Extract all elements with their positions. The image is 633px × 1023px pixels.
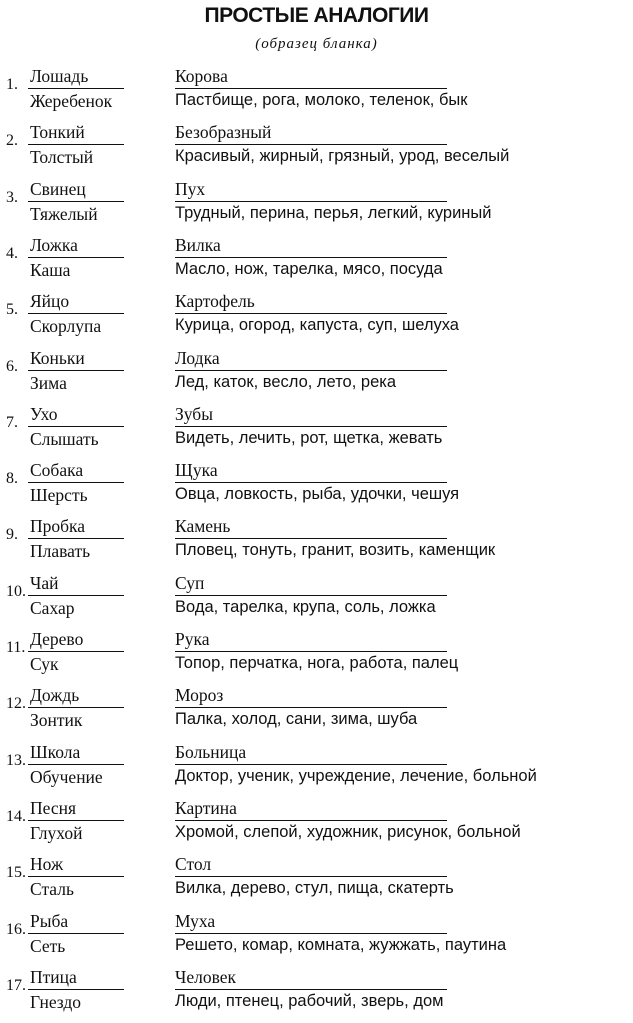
pair-word-bottom: Сахар xyxy=(30,597,75,618)
target-word: Зубы xyxy=(175,403,213,424)
analogy-item xyxy=(0,122,633,178)
item-number: 13. xyxy=(6,751,26,769)
analogy-item xyxy=(0,911,633,967)
pair-word-bottom: Слышать xyxy=(30,428,99,449)
analogy-item xyxy=(0,967,633,1023)
answer-options: Вода, тарелка, крупа, соль, ложка xyxy=(175,597,436,616)
pair-underline xyxy=(28,595,124,596)
target-word: Картофель xyxy=(175,291,255,312)
target-underline xyxy=(175,933,447,934)
item-number: 3. xyxy=(6,188,18,206)
target-word: Пух xyxy=(175,178,206,199)
pair-word-top: Дерево xyxy=(30,629,84,649)
pair-underline xyxy=(28,989,124,990)
analogy-item xyxy=(0,66,633,122)
target-word: Корова xyxy=(175,66,228,86)
target-underline xyxy=(175,313,447,314)
analogy-item xyxy=(0,404,633,460)
analogy-item xyxy=(0,235,633,291)
pair-word-top: Ухо xyxy=(30,403,58,424)
analogy-item xyxy=(0,685,633,741)
answer-options: Люди, птенец, рабочий, зверь, дом xyxy=(175,991,444,1010)
answer-options: Масло, нож, тарелка, мясо, посуда xyxy=(175,259,443,278)
item-number: 6. xyxy=(6,357,18,375)
item-number: 8. xyxy=(6,470,18,488)
analogy-item xyxy=(0,516,633,572)
pair-word-bottom: Гнездо xyxy=(30,991,82,1012)
target-word: Рука xyxy=(175,629,210,649)
answer-options: Палка, холод, сани, зима, шуба xyxy=(175,710,418,729)
target-underline xyxy=(175,989,447,990)
target-underline xyxy=(175,426,447,427)
pair-underline xyxy=(28,88,124,89)
pair-word-bottom: Шерсть xyxy=(30,485,88,506)
item-number: 17. xyxy=(6,976,26,994)
answer-options: Топор, перчатка, нога, работа, палец xyxy=(175,654,459,672)
pair-underline xyxy=(28,313,124,314)
target-underline xyxy=(175,764,447,765)
pair-word-top: Птица xyxy=(30,966,77,987)
item-number: 5. xyxy=(6,301,18,319)
item-number: 7. xyxy=(6,413,18,431)
target-word: Суп xyxy=(175,572,205,593)
item-number: 16. xyxy=(6,920,26,938)
item-number: 2. xyxy=(6,132,18,150)
target-underline xyxy=(175,651,447,652)
answer-options: Вилка, дерево, стул, пища, скатерть xyxy=(175,879,454,898)
item-number: 12. xyxy=(6,695,26,713)
pair-word-bottom: Сеть xyxy=(30,935,66,956)
analogy-item xyxy=(0,629,633,685)
target-word: Безобразный xyxy=(175,122,272,143)
pair-word-top: Рыба xyxy=(30,910,69,931)
pair-word-top: Свинец xyxy=(30,178,86,199)
pair-underline xyxy=(28,707,124,708)
target-underline xyxy=(175,595,447,596)
pair-word-top: Песня xyxy=(30,797,77,818)
pair-word-top: Яйцо xyxy=(30,291,70,312)
target-word: Лодка xyxy=(175,347,220,368)
pair-word-top: Нож xyxy=(30,854,64,875)
answer-options: Хромой, слепой, художник, рисунок, больной xyxy=(175,822,521,841)
analogy-item xyxy=(0,460,633,516)
target-underline xyxy=(175,707,447,708)
item-number: 14. xyxy=(6,807,26,825)
pair-underline xyxy=(28,933,124,934)
item-number: 4. xyxy=(6,244,18,262)
target-word: Стол xyxy=(175,854,212,875)
pair-underline xyxy=(28,651,124,652)
answer-options: Доктор, ученик, учреждение, лечение, больной xyxy=(175,766,537,785)
answer-options: Решето, комар, комната, жужжать, паутина xyxy=(175,935,507,954)
target-word: Мороз xyxy=(175,685,224,706)
target-word: Больница xyxy=(175,741,247,762)
page-title: ПРОСТЫЕ АНАЛОГИИ xyxy=(204,4,429,27)
pair-word-top: Дождь xyxy=(30,685,80,706)
pair-word-bottom: Каша xyxy=(30,259,71,280)
analogy-item xyxy=(0,179,633,235)
pair-underline xyxy=(28,482,124,483)
pair-word-top: Собака xyxy=(30,460,84,481)
pair-underline xyxy=(28,370,124,371)
answer-options: Овца, ловкость, рыба, удочки, чешуя xyxy=(175,485,460,504)
pair-word-bottom: Зима xyxy=(30,372,67,393)
target-underline xyxy=(175,538,447,539)
pair-underline xyxy=(28,257,124,258)
target-word: Вилка xyxy=(175,234,221,255)
analogy-item xyxy=(0,348,633,404)
analogy-item xyxy=(0,573,633,629)
pair-word-top: Ложка xyxy=(30,234,78,255)
target-underline xyxy=(175,201,447,202)
pair-word-top: Лошадь xyxy=(30,66,89,86)
item-number: 10. xyxy=(6,582,26,600)
pair-word-top: Пробка xyxy=(30,516,86,537)
answer-options: Видеть, лечить, рот, щетка, жевать xyxy=(175,428,443,447)
target-underline xyxy=(175,257,447,258)
answer-options: Курица, огород, капуста, суп, шелуха xyxy=(175,316,459,335)
target-underline xyxy=(175,88,447,89)
pair-word-bottom: Толстый xyxy=(30,147,94,168)
answer-options: Красивый, жирный, грязный, урод, веселый xyxy=(175,147,510,166)
item-number: 15. xyxy=(6,864,26,882)
pair-underline xyxy=(28,820,124,821)
page-subtitle: (образец бланка) xyxy=(255,36,378,52)
analogy-item xyxy=(0,854,633,910)
pair-word-bottom: Зонтик xyxy=(30,710,83,731)
pair-word-top: Чай xyxy=(30,572,59,593)
item-number: 9. xyxy=(6,526,18,544)
pair-word-top: Коньки xyxy=(30,347,85,368)
pair-word-top: Тонкий xyxy=(30,122,85,143)
pair-underline xyxy=(28,764,124,765)
target-word: Камень xyxy=(175,516,231,537)
pair-underline xyxy=(28,144,124,145)
pair-word-bottom: Плавать xyxy=(30,541,91,562)
target-underline xyxy=(175,370,447,371)
target-underline xyxy=(175,876,447,877)
answer-options: Пловец, тонуть, гранит, возить, каменщик xyxy=(175,541,496,560)
pair-word-bottom: Сук xyxy=(30,654,59,674)
pair-word-bottom: Глухой xyxy=(30,822,83,843)
target-underline xyxy=(175,820,447,821)
pair-underline xyxy=(28,876,124,877)
target-underline xyxy=(175,144,447,145)
answer-options: Трудный, перина, перья, легкий, куриный xyxy=(175,203,492,222)
pair-word-bottom: Сталь xyxy=(30,879,74,900)
item-number: 1. xyxy=(6,76,18,93)
answer-options: Пастбище, рога, молоко, теленок, бык xyxy=(175,91,468,109)
pair-word-bottom: Скорлупа xyxy=(30,316,102,337)
pair-underline xyxy=(28,201,124,202)
pair-word-bottom: Тяжелый xyxy=(30,203,98,224)
answer-options: Лед, каток, весло, лето, река xyxy=(175,372,397,391)
pair-word-bottom: Обучение xyxy=(30,766,103,787)
pair-word-bottom: Жеребенок xyxy=(30,91,113,111)
target-word: Щука xyxy=(175,460,218,481)
pair-word-top: Школа xyxy=(30,741,81,762)
target-word: Картина xyxy=(175,797,237,818)
pair-underline xyxy=(28,538,124,539)
pair-underline xyxy=(28,426,124,427)
target-word: Человек xyxy=(175,966,237,987)
target-word: Муха xyxy=(175,910,216,931)
analogy-item xyxy=(0,291,633,347)
target-underline xyxy=(175,482,447,483)
analogy-item xyxy=(0,798,633,854)
item-number: 11. xyxy=(6,639,26,656)
analogy-item xyxy=(0,742,633,798)
